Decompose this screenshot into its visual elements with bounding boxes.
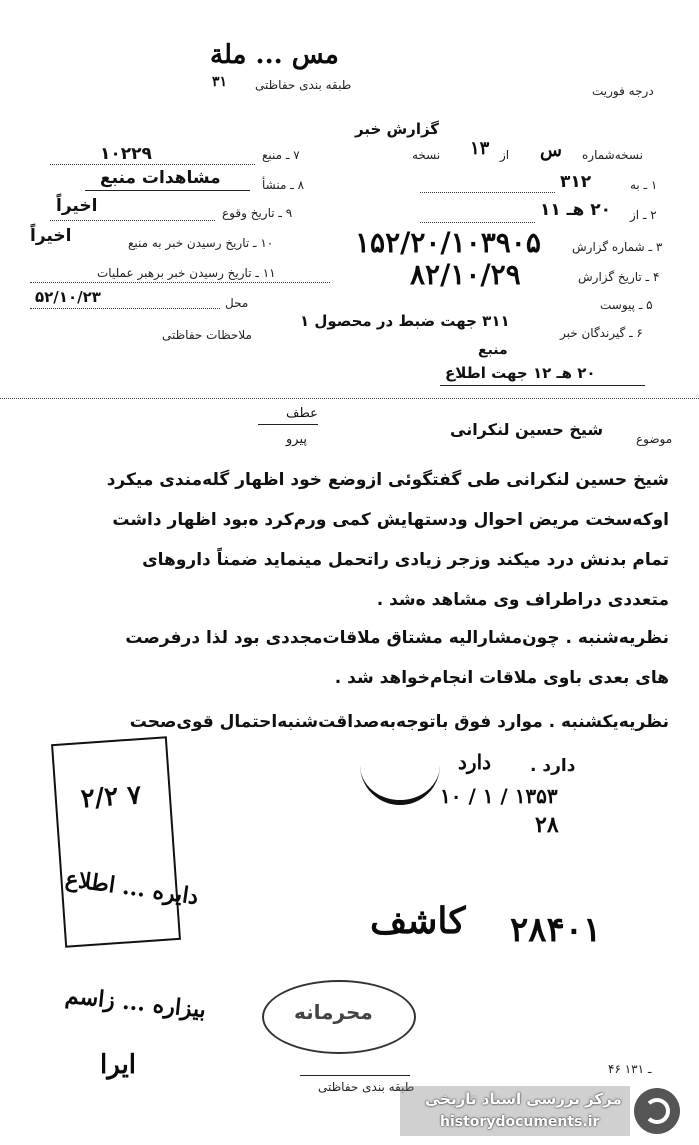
handwritten-date-note-2: ۱۰ / ۱ / ۱۳۵۳ — [440, 784, 558, 808]
field-origin-value: مشاهدات منبع — [100, 168, 221, 188]
subject-label: موضوع — [636, 432, 673, 446]
field-occurrence-date-label: ۹ ـ تاریخ وقوع — [222, 206, 293, 220]
body-line-6: های بعدی باوی ملاقات انجام‌خواهد شد . — [334, 668, 669, 688]
watermark-title: مرکز بررسی اسناد تاریخی — [425, 1090, 622, 1108]
copy-number-value: س — [540, 140, 562, 161]
body-line-5: نظریه‌شنبه . چون‌مشارالیه مشتاق ملاقات‌مجددی بود لذا درفرصت — [125, 628, 669, 648]
field-source-label: ۷ ـ منبع — [262, 148, 300, 162]
field-received-by-source-value: اخیراً — [30, 226, 72, 246]
body-line-8: دارد . — [530, 756, 576, 776]
registry-stamp-numbers: ۲/۲ ۷ — [79, 780, 143, 815]
handwritten-initials: ۲۸ — [535, 812, 559, 838]
field-location-label: محل — [225, 296, 249, 310]
archive-logo-icon — [634, 1088, 680, 1134]
body-line-4: متعددی دراطراف وی مشاهد ه‌شد . — [376, 590, 669, 610]
top-scribble: مس ... ملة — [210, 40, 339, 70]
field-recipients-source: منبع — [478, 342, 508, 358]
body-line-7: نظریه‌یکشنبه . موارد فوق باتوجه‌به‌صداقت‌شنبه‌احتمال قوی‌صحت — [129, 712, 669, 732]
copy-number-label: نسخه‌شماره — [582, 148, 643, 162]
confidential-stamp-text: محرمانه — [294, 1000, 373, 1024]
watermark-url[interactable]: historydocuments.ir — [440, 1114, 600, 1130]
body-line-3: تمام بدنش درد میکند وزجر زیادی راتحمل مینماید ضمناً داروهای — [142, 550, 669, 570]
field-to-label: ۱ ـ به — [630, 178, 658, 192]
classification-top: طبقه بندی حفاظتی — [255, 78, 352, 92]
field-report-date-label: ۴ ـ تاریخ گزارش — [578, 270, 660, 284]
field-origin-label: ۸ ـ منشأ — [262, 178, 305, 192]
field-from-label: ۲ ـ از — [630, 208, 657, 222]
field-report-number-label: ۳ ـ شماره گزارش — [572, 240, 663, 254]
body-line-2: اوکه‌سخت مریض احوال ودستهایش کمی ورم‌کرد ه‌بود اظهار داشت — [112, 510, 669, 530]
handwritten-signature-1: کاشف — [370, 900, 466, 942]
field-attachment-label: ۵ ـ پیوست — [600, 298, 653, 312]
form-title: گزارش خبر — [355, 120, 440, 138]
handwritten-big-number: ۲۸۴۰۱ — [510, 910, 602, 950]
copy-of-label: از — [500, 148, 510, 162]
confidential-stamp — [262, 980, 416, 1054]
field-received-by-source-label: ۱۰ ـ تاریخ رسیدن خبر به منبع — [128, 236, 274, 250]
handwritten-date-note-1: دارد — [458, 750, 492, 774]
field-received-by-leader-label: ۱۱ ـ تاریخ رسیدن خبر برهبر عملیات — [97, 266, 276, 280]
body-line-1: شیخ حسین لنکرانی طی گفتگوئی ازوضع خود اظهار گله‌مندی میکرد — [106, 470, 669, 490]
reference-peyro: پیرو — [286, 432, 307, 447]
field-security-notes-label: ملاحظات حفاظتی — [162, 328, 252, 342]
margin-note-2: بیزاره ... زاسم — [64, 982, 208, 1024]
reference-atf: عطف — [286, 406, 318, 421]
urgency-label: درجه فوریت — [592, 84, 654, 98]
field-report-number-value: ۱۵۲/۲۰/۱۰۳۹۰۵ — [355, 226, 541, 259]
copy-label: نسخه — [412, 148, 441, 162]
handwritten-scribble-mark — [360, 752, 440, 805]
field-to-value: ۳۱۲ — [560, 172, 592, 192]
footer-classification: طبقه بندی حفاظتی — [318, 1080, 415, 1094]
footer-page-code: ۴۶ ـ ۱۳۱ — [608, 1062, 652, 1076]
field-recipients-label: ۶ ـ گیرندگان خبر — [560, 326, 643, 340]
margin-note-1: دایره ... اطلاع — [63, 865, 201, 911]
margin-note-3: ایرا — [100, 1050, 137, 1080]
field-location-value: ۵۲/۱۰/۲۳ — [35, 288, 101, 306]
registry-stamp-box — [51, 736, 181, 948]
field-recipients-value: ۳۱۱ جهت ضبط در محصول ۱ — [300, 312, 510, 330]
field-source-value: ۱۰۲۲۹ — [100, 144, 152, 164]
field-occurrence-date-value: اخیراً — [56, 196, 98, 216]
copy-of-value: ۱۳ — [470, 138, 490, 159]
field-from-value: ۲۰ هـ ۱۱ — [540, 200, 611, 220]
page-mark: ٣١ — [212, 74, 228, 90]
subject-value: شیخ حسین لنکرانی — [450, 420, 604, 439]
field-report-date-value: ۸۲/۱۰/۲۹ — [410, 258, 521, 291]
field-recipients-extra: ۲۰ هـ ۱۲ جهت اطلاع — [445, 364, 596, 382]
